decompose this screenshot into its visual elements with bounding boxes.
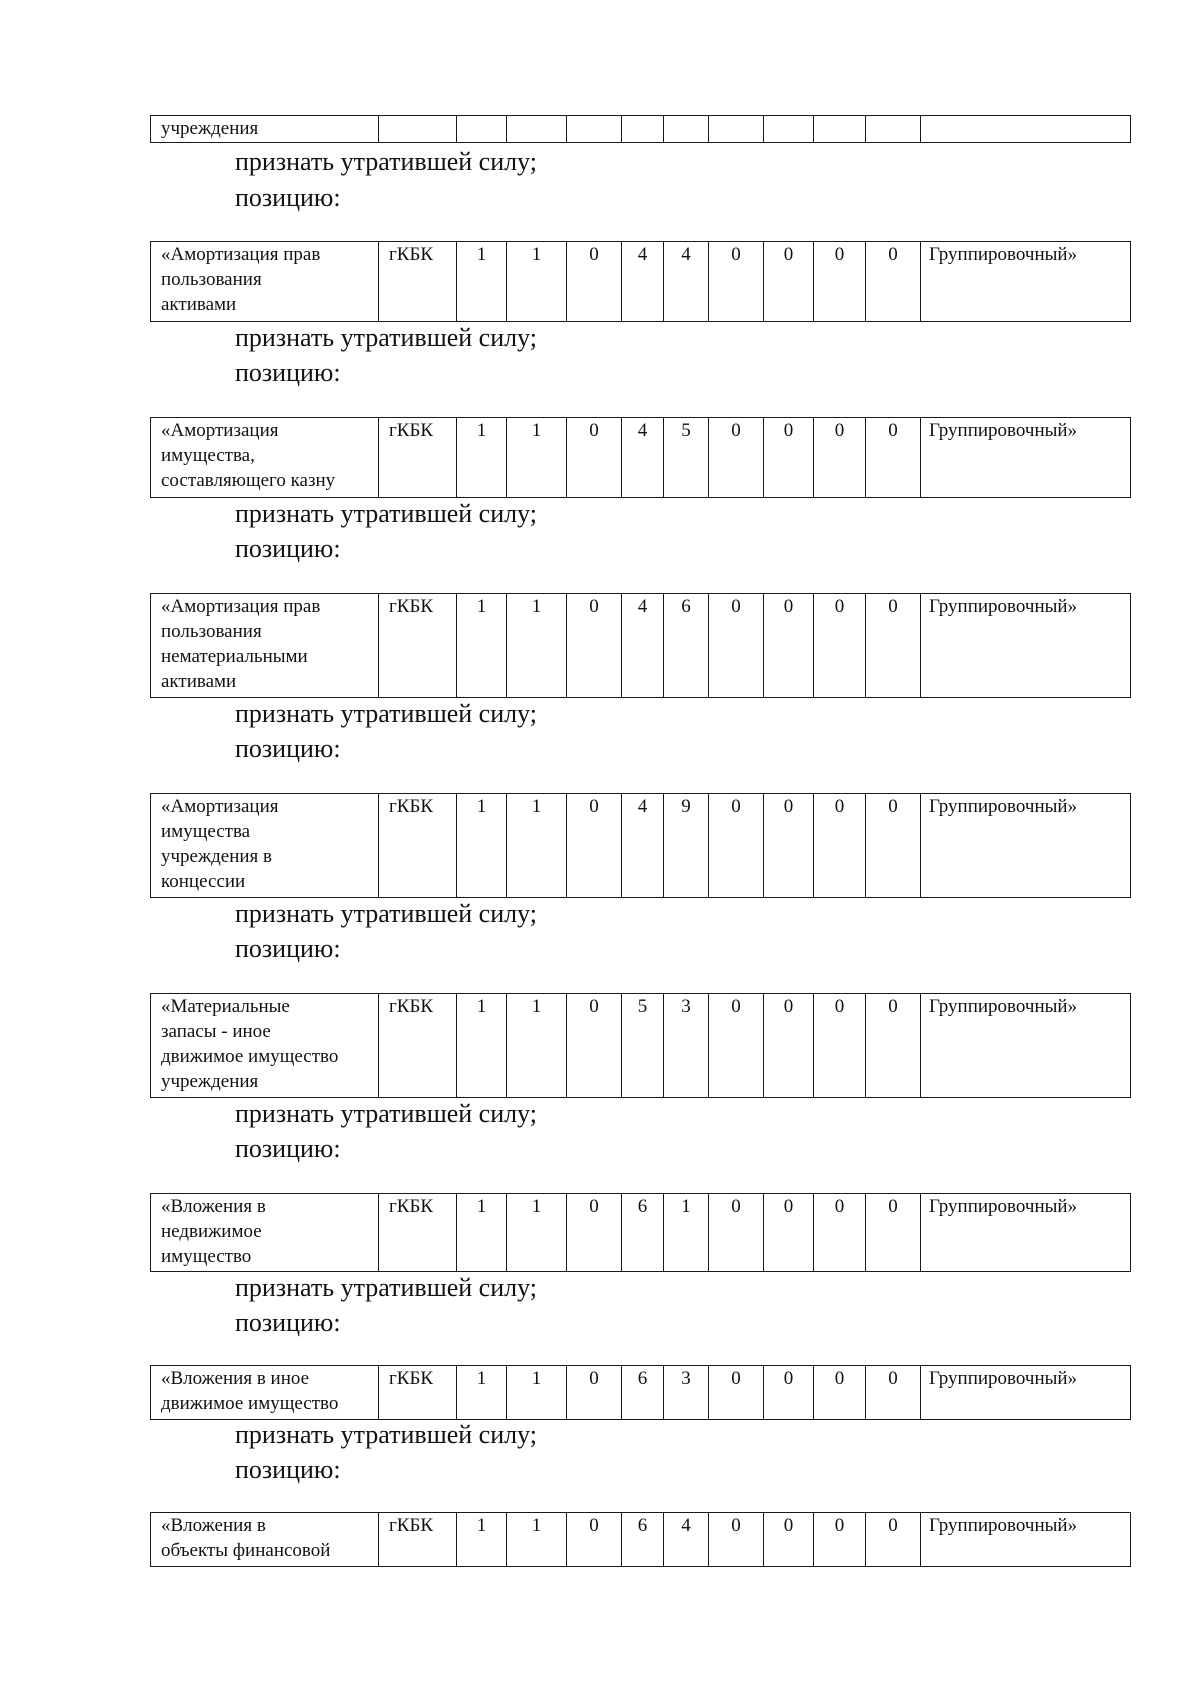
name-line: учреждения [161, 118, 259, 139]
table-cell [507, 116, 567, 143]
table-cell-kind: Группировочный» [921, 1194, 1131, 1272]
position-text: позицию: [235, 1455, 341, 1484]
table-cell-digit: 0 [866, 1194, 921, 1272]
repeal-text: признать утратившей силу; [235, 147, 537, 176]
table-cell-code: гКБК [379, 418, 457, 498]
table-cell-digit: 4 [622, 594, 664, 698]
table-cell [866, 116, 921, 143]
table-cell [921, 116, 1131, 143]
table-cell-digit: 0 [567, 242, 622, 322]
position-table [150, 241, 1131, 322]
repeal-text: признать утратившей силу; [235, 323, 537, 352]
table-cell-digit: 0 [709, 1194, 764, 1272]
table-cell-digit: 1 [457, 794, 507, 898]
table-cell-digit: 4 [664, 242, 709, 322]
table-row [151, 242, 1131, 322]
name-line: движимое имущество [161, 1393, 339, 1414]
table-cell-name [151, 594, 379, 698]
name-line: «Материальные [161, 996, 290, 1017]
position-text: позицию: [235, 1134, 341, 1163]
table-cell-digit: 0 [709, 1513, 764, 1567]
table-cell-digit: 5 [622, 994, 664, 1098]
name-line: недвижимое [161, 1221, 262, 1242]
name-line: концессии [161, 871, 246, 892]
name-line: «Вложения в иное [161, 1368, 310, 1389]
table-cell-digit: 1 [507, 594, 567, 698]
table-cell-digit: 0 [814, 1366, 866, 1420]
position-text: позицию: [235, 358, 341, 387]
table-cell-digit: 1 [457, 1366, 507, 1420]
table-cell-digit: 0 [567, 1194, 622, 1272]
table-cell-digit: 0 [764, 418, 814, 498]
table-cell-digit: 0 [764, 594, 814, 698]
table-cell-digit: 0 [764, 1513, 814, 1567]
table-cell-kind: Группировочный» [921, 1366, 1131, 1420]
position-table [150, 1193, 1131, 1272]
table-cell-digit: 1 [457, 1513, 507, 1567]
position-table [150, 593, 1131, 698]
table-cell-digit: 0 [866, 994, 921, 1098]
table-cell-kind: Группировочный» [921, 994, 1131, 1098]
table-cell-name [151, 1194, 379, 1272]
table-cell-digit: 0 [709, 794, 764, 898]
table-cell-digit: 0 [814, 994, 866, 1098]
table-cell-code: гКБК [379, 1366, 457, 1420]
table-cell [664, 116, 709, 143]
name-line: «Амортизация прав [161, 244, 321, 265]
table-cell-name [151, 116, 379, 143]
table-cell-digit: 0 [814, 594, 866, 698]
table-cell-digit: 1 [507, 794, 567, 898]
table-cell-digit: 0 [567, 994, 622, 1098]
table-cell-digit: 0 [709, 418, 764, 498]
name-line: движимое имущество [161, 1046, 339, 1067]
table-cell-digit: 6 [622, 1194, 664, 1272]
name-line: «Амортизация [161, 796, 279, 817]
table-cell-kind: Группировочный» [921, 418, 1131, 498]
table-cell-digit: 5 [664, 418, 709, 498]
table-cell-code: гКБК [379, 594, 457, 698]
table-row [151, 594, 1131, 698]
table-cell-digit: 6 [622, 1366, 664, 1420]
table-cell-digit: 3 [664, 994, 709, 1098]
table-fragment-top [150, 115, 1131, 143]
table-cell-digit: 4 [622, 418, 664, 498]
name-line: «Амортизация [161, 420, 279, 441]
table-cell-name [151, 794, 379, 898]
table-cell-digit: 0 [866, 594, 921, 698]
table-cell-digit: 0 [709, 242, 764, 322]
table-cell-digit: 0 [866, 794, 921, 898]
repeal-text: признать утратившей силу; [235, 1273, 537, 1302]
name-line: имущества [161, 821, 251, 842]
name-line: имущество [161, 1246, 252, 1267]
table-cell [814, 116, 866, 143]
table-cell-digit: 4 [664, 1513, 709, 1567]
table-cell-digit: 0 [567, 418, 622, 498]
table-cell-digit: 0 [814, 794, 866, 898]
table-cell-digit: 0 [814, 1194, 866, 1272]
table-cell-name [151, 1513, 379, 1567]
name-line: имущества, [161, 445, 255, 466]
table-cell-digit: 0 [866, 242, 921, 322]
table-cell-digit: 0 [814, 418, 866, 498]
name-line: пользования [161, 269, 262, 290]
table-cell-digit: 1 [457, 1194, 507, 1272]
table-cell-name [151, 418, 379, 498]
table-cell-code: гКБК [379, 1513, 457, 1567]
table-cell-kind: Группировочный» [921, 794, 1131, 898]
table-row [151, 1194, 1131, 1272]
name-line: активами [161, 671, 237, 692]
table-cell-kind: Группировочный» [921, 1513, 1131, 1567]
table-row [151, 418, 1131, 498]
table-cell-digit: 4 [622, 794, 664, 898]
repeal-text: признать утратившей силу; [235, 899, 537, 928]
table-cell-digit: 0 [567, 1513, 622, 1567]
repeal-text: признать утратившей силу; [235, 499, 537, 528]
position-text: позицию: [235, 934, 341, 963]
name-line: «Вложения в [161, 1515, 266, 1536]
table-cell-digit: 0 [866, 1366, 921, 1420]
table-cell [709, 116, 764, 143]
name-line: «Вложения в [161, 1196, 266, 1217]
table-cell-digit: 0 [764, 1194, 814, 1272]
table-cell-digit: 0 [709, 994, 764, 1098]
table-cell-digit: 1 [507, 242, 567, 322]
table-cell-digit: 1 [507, 1366, 567, 1420]
repeal-text: признать утратившей силу; [235, 1099, 537, 1128]
table-cell-digit: 1 [507, 1513, 567, 1567]
table-cell [457, 116, 507, 143]
table-cell-name [151, 1366, 379, 1420]
table-cell-digit: 1 [457, 242, 507, 322]
name-line: составляющего казну [161, 470, 336, 491]
position-table [150, 1365, 1131, 1420]
table-cell-digit: 0 [764, 994, 814, 1098]
table-cell-digit: 0 [866, 1513, 921, 1567]
name-line: активами [161, 294, 237, 315]
name-line: «Амортизация прав [161, 596, 321, 617]
position-text: позицию: [235, 1308, 341, 1337]
table-row [151, 1366, 1131, 1420]
table-cell-kind: Группировочный» [921, 594, 1131, 698]
position-table [150, 993, 1131, 1098]
table-cell [379, 116, 457, 143]
table-cell-name [151, 242, 379, 322]
table-cell-name [151, 994, 379, 1098]
table-row [151, 994, 1131, 1098]
table-cell-code: гКБК [379, 994, 457, 1098]
name-line: учреждения [161, 1071, 259, 1092]
repeal-text: признать утратившей силу; [235, 1420, 537, 1449]
table-cell-code: гКБК [379, 794, 457, 898]
repeal-text: признать утратившей силу; [235, 699, 537, 728]
table-cell-kind: Группировочный» [921, 242, 1131, 322]
table-cell-digit: 4 [622, 242, 664, 322]
table-cell-code: гКБК [379, 242, 457, 322]
table-cell-digit: 0 [764, 242, 814, 322]
position-table [150, 417, 1131, 498]
table-row [151, 794, 1131, 898]
table-cell-digit: 1 [507, 1194, 567, 1272]
table-cell-digit: 1 [507, 994, 567, 1098]
position-table [150, 793, 1131, 898]
table-cell-digit: 0 [709, 594, 764, 698]
table-cell-digit: 0 [764, 1366, 814, 1420]
table-cell-digit: 3 [664, 1366, 709, 1420]
table-cell-digit: 0 [764, 794, 814, 898]
position-table [150, 1512, 1131, 1567]
name-line: пользования [161, 621, 262, 642]
table-cell-digit: 1 [457, 994, 507, 1098]
table-cell-digit: 0 [567, 794, 622, 898]
name-line: запасы - иное [161, 1021, 271, 1042]
table-cell-digit: 1 [457, 594, 507, 698]
table-row [151, 1513, 1131, 1567]
table-cell-digit: 0 [567, 594, 622, 698]
table-cell-digit: 6 [664, 594, 709, 698]
position-text: позицию: [235, 534, 341, 563]
table-cell-digit: 9 [664, 794, 709, 898]
table-cell-digit: 0 [814, 242, 866, 322]
table-cell-digit: 1 [507, 418, 567, 498]
name-line: нематериальными [161, 646, 308, 667]
position-text: позицию: [235, 183, 341, 212]
table-cell-digit: 6 [622, 1513, 664, 1567]
position-text: позицию: [235, 734, 341, 763]
table-cell-digit: 0 [866, 418, 921, 498]
name-line: объекты финансовой [161, 1540, 331, 1561]
table-cell-digit: 1 [457, 418, 507, 498]
table-cell [622, 116, 664, 143]
table-cell-digit: 0 [814, 1513, 866, 1567]
table-cell [764, 116, 814, 143]
table-cell-digit: 0 [567, 1366, 622, 1420]
name-line: учреждения в [161, 846, 273, 867]
table-cell [567, 116, 622, 143]
table-cell-digit: 1 [664, 1194, 709, 1272]
table-cell-digit: 0 [709, 1366, 764, 1420]
table-cell-code: гКБК [379, 1194, 457, 1272]
